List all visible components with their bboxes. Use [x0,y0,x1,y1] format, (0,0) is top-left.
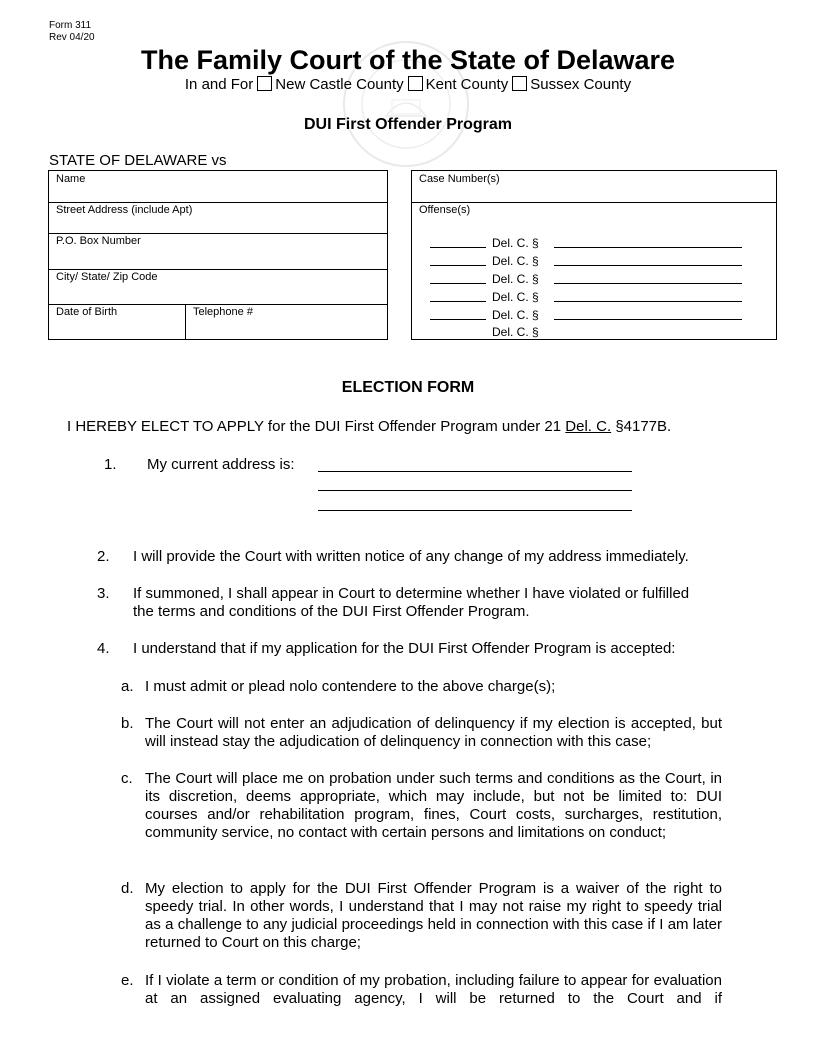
telephone-label: Telephone # [193,306,253,318]
kent-county-label: Kent County [425,76,509,93]
del-c-label: Del. C. § [492,236,539,250]
del-c-label: Del. C. § [492,308,539,322]
section-blank[interactable] [554,283,742,284]
election-statement [67,418,671,436]
telephone-field[interactable] [186,304,387,339]
street-address-label: Street Address (include Apt) [56,204,193,216]
section-blank[interactable] [554,265,742,266]
del-c-label: Del. C. § [492,272,539,286]
title-blank[interactable] [430,265,486,266]
kent-county-checkbox[interactable] [408,76,423,91]
address-line-2[interactable] [318,490,632,491]
city-state-zip-field[interactable] [49,269,387,304]
item-number: 4. [97,640,110,657]
sussex-county-label: Sussex County [530,76,632,93]
form-number: Form 311 [49,20,92,31]
sussex-county-checkbox[interactable] [512,76,527,91]
del-c-label: Del. C. § [492,290,539,304]
offenses-header [412,202,776,222]
item-number: 2. [97,548,110,565]
new-castle-county-checkbox[interactable] [257,76,272,91]
subitem-letter: c. [121,770,133,787]
street-address-field[interactable] [49,202,387,233]
item-text: I understand that if my application for the DUI First Offender Program is accepted: [133,640,676,657]
state-vs-caption: STATE OF DELAWARE vs [49,152,227,169]
offenses-label: Offense(s) [419,204,471,216]
current-address-label: My current address is: [147,456,295,473]
subitem-text: If I violate a term or condition of my probation, including failure to appear for evaluation at an assigned evaluating agency, I will be returned to the Court and if [145,972,722,1007]
address-line-3[interactable] [318,510,632,511]
po-box-label: P.O. Box Number [56,235,141,247]
title-blank[interactable] [430,301,486,302]
defendant-info-box [48,170,388,340]
case-number-field[interactable] [412,171,776,202]
subitem-text: I must admit or plead nolo contendere to the above charge(s); [145,678,556,695]
city-state-zip-label: City/ State/ Zip Code [56,271,158,283]
subitem-letter: a. [121,678,134,695]
address-line-1[interactable] [318,471,632,472]
title-blank[interactable] [430,283,486,284]
statement-code: Del. C. [565,418,612,435]
subitem-text: The Court will place me on probation under such terms and conditions as the Court, in its discretion, deems appropriate, which may include, but not be limited to: DUI courses and/or rehabilitation program, fines, Court costs, surcharges, restitution, community service, no contact with certain persons and limitations on conduct; [145,770,722,841]
program-title: DUI First Offender Program [303,116,513,133]
item-text: I will provide the Court with written notice of any change of my address immediately. [133,548,689,565]
subitem-letter: b. [121,715,134,732]
section-blank[interactable] [554,247,742,248]
section-blank[interactable] [554,319,742,320]
name-label: Name [56,173,86,185]
subitem-letter: d. [121,880,134,897]
date-of-birth-field[interactable] [49,304,186,339]
item-number: 1. [104,456,117,473]
del-c-label: Del. C. § [492,254,539,268]
name-field[interactable] [49,171,387,202]
del-c-label: Del. C. § [492,325,539,339]
new-castle-county-label: New Castle County [275,76,404,93]
subitem-text: My election to apply for the DUI First Offender Program is a waiver of the right to speedy trial. In other words, I understand that I may not raise my right to speedy trial as a challenge to any judicial proceedings held in connection with this case if I am later returned to Court on this charge; [145,880,722,951]
statement-section: §4177B. [615,418,672,435]
form-meta [49,20,95,44]
statement-text: I HEREBY ELECT TO APPLY for the DUI First Offender Program under 21 [67,418,562,435]
election-form-title: ELECTION FORM [341,379,475,396]
court-title: The Family Court of the State of Delaware [140,45,676,75]
title-blank[interactable] [430,319,486,320]
case-info-box [411,170,777,340]
date-of-birth-label: Date of Birth [56,306,118,318]
form-revision: Rev 04/20 [49,32,95,43]
item-number: 3. [97,585,110,602]
item-text: If summoned, I shall appear in Court to determine whether I have violated or fulfilled the terms and conditions of the DUI First Offender Program. [133,585,690,620]
subitem-letter: e. [121,972,134,989]
subitem-text: The Court will not enter an adjudication of delinquency if my election is accepted, but will instead stay the adjudication of delinquency in connection with this case; [145,715,722,750]
county-prefix: In and For [184,76,254,93]
county-selector [0,76,816,94]
po-box-field[interactable] [49,233,387,269]
title-blank[interactable] [430,247,486,248]
section-blank[interactable] [554,301,742,302]
case-number-label: Case Number(s) [419,173,500,185]
